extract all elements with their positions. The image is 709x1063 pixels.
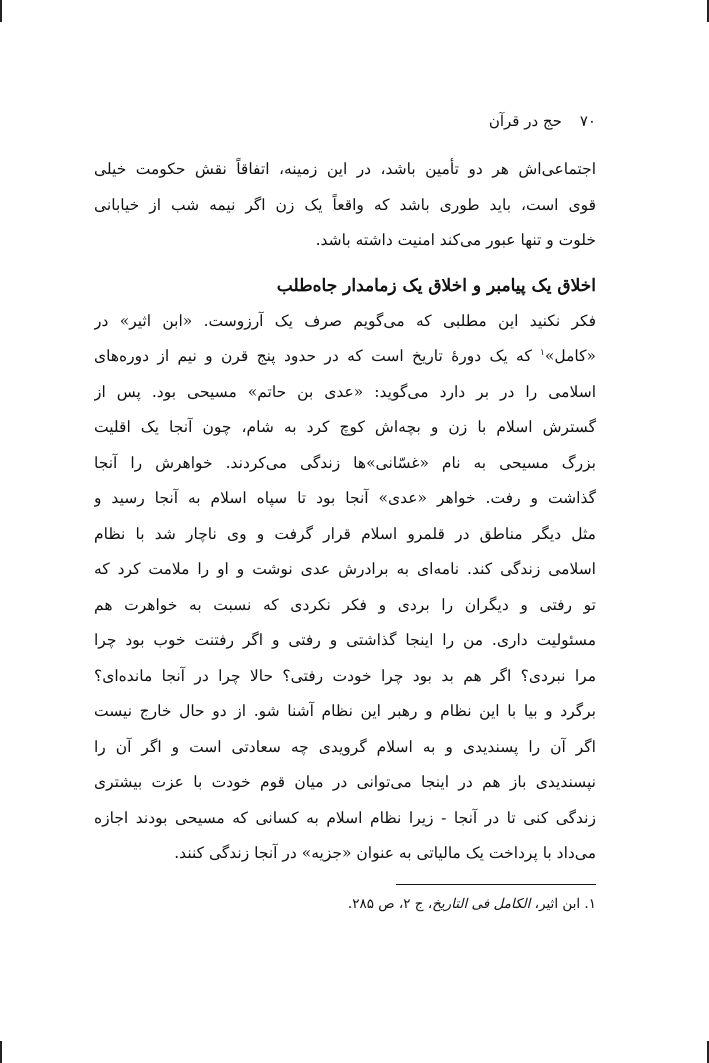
book-page — [94, 110, 596, 915]
opening-paragraph — [94, 152, 596, 259]
paragraph-line: خلوت و تنها عبور می‌کند امنیت داشته باشد. — [315, 231, 596, 249]
paragraph-line: برگرد و بیا با این نظام و رهبر این نظام آشنا شو. از دو حال خارج نیست — [94, 702, 596, 720]
paragraph-line: بزرگ مسیحی به نام «غسّانی»ها زندگی می‌کردند. خواهرش را آنجا — [94, 453, 596, 472]
paragraph-line: قوی است، باید طوری باشد که واقعاً یک زن اگر نیمه شب از خیابانی — [94, 195, 596, 214]
paragraph-line: می‌داد با پرداخت یک مالیاتی به عنوان «جزیه» در آنجا زندگی کنند. — [174, 844, 596, 862]
paragraph-line: اسلامی زندگی کند. نامه‌ای به برادرش عدی نوشت و او را ملامت کرد که — [94, 560, 596, 578]
book-title: حج در قرآن — [488, 112, 562, 130]
running-head — [94, 110, 596, 132]
crop-mark-bottom-left — [0, 1041, 2, 1063]
paragraph-line: نپسندیدی باز هم در اینجا می‌توانی در میان قوم خودت با عزت بیشتری — [94, 773, 596, 791]
paragraph-line: فکر نکنید این مطلبی که می‌گویم صرف یک آرزوست. «ابن اثیر» در — [94, 311, 596, 330]
footnote-source-title: الکامل فی التاریخ — [432, 896, 531, 912]
footnote — [94, 893, 596, 915]
body-paragraph — [94, 304, 596, 872]
footnote-suffix: ، ج ۲، ص ۲۸۵. — [347, 896, 433, 912]
line-continuation: که یک دورهٔ تاریخ است که در حدود پنج قرن و نیم از دوره‌های — [94, 347, 541, 365]
paragraph-line: مسئولیت داری. من را اینجا گذاشتی و رفتی و اگر رفتنت خوب بود چرا — [94, 631, 596, 649]
paragraph-line: اگر آن را پسندیدی و به اسلام گرویدی چه سعادتی است و اگر آن را — [94, 737, 596, 756]
paragraph-line: گذاشت و رفت. خواهر «عدی» آنجا بود تا سپاه اسلام به آنجا رسید و — [94, 489, 596, 507]
section-heading: اخلاق یک پیامبر و اخلاق یک زمامدار جاه‌طلب — [276, 275, 596, 296]
paragraph-line-with-note — [94, 339, 596, 375]
paragraph-line: مثل دیگر مناطق در قلمرو اسلام قرار گرفت و وی ناچار شد با نظام — [94, 524, 596, 543]
paragraph-line: اسلامی را در بر دارد می‌گوید: «عدی بن حاتم» مسیحی بود. پس از — [94, 382, 596, 401]
paragraph-line: گسترش اسلام با زن و بچه‌اش کوچ کرد به شام، چون آنجا یک اقلیت — [94, 418, 596, 436]
paragraph-line: زندگی کنی تا در آنجا - زیرا نظام اسلام به کسانی که مسیحی بودند اجازه — [94, 808, 596, 827]
footnote-divider — [396, 884, 596, 886]
footnote-reference[interactable]: ۱ — [540, 347, 545, 358]
paragraph-line: مرا نبردی؟ اگر هم بد بود چرا خودت رفتی؟ حالا چرا در آنجا مانده‌ای؟ — [94, 666, 596, 685]
footnote-prefix: ۱. ابن اثیر، — [530, 896, 596, 912]
kamil-title: «کامل» — [544, 347, 596, 365]
page-number: ۷۰ — [579, 112, 596, 130]
paragraph-line: اجتماعی‌اش هر دو تأمین باشد، در این زمینه، اتفاقاً نقش حکومت خیلی — [94, 160, 596, 178]
paragraph-line: تو رفتی و دیگران را بردی و فکر نکردی که نسبت به خواهرت هم — [94, 595, 596, 614]
crop-mark-top-left — [0, 0, 2, 22]
